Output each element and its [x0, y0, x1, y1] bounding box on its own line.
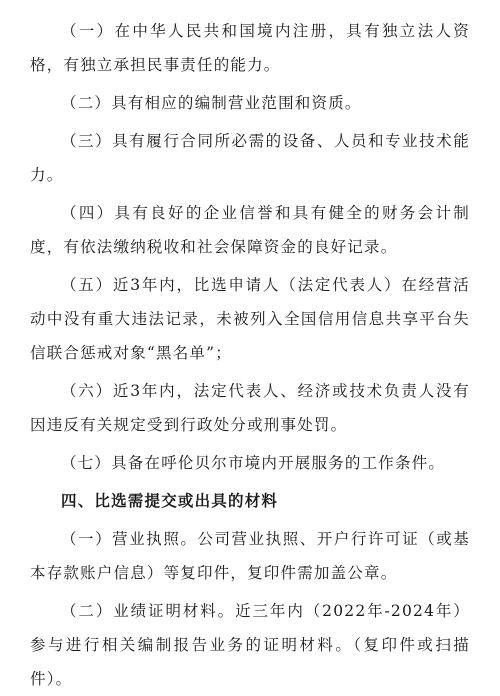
qualification-item-6: （六）近3年内，法定代表人、经济或技术负责人没有因违反有关规定受到行政处分或刑事处罚。 [30, 382, 470, 434]
qualification-item-5: （五）近3年内，比选申请人（法定代表人）在经营活动中没有重大违法记录，未被列入全国信用信息共享平台失信联合惩戒对象“黑名单”； [30, 276, 470, 362]
qualification-item-1: （一）在中华人民共和国境内注册，具有独立法人资格，有独立承担民事责任的能力。 [30, 22, 470, 74]
qualification-item-7: （七）具备在呼伦贝尔市境内开展服务的工作条件。 [61, 454, 446, 472]
qualification-item-4: （四）具有良好的企业信誉和具有健全的财务会计制度，有依法缴纳税收和社会保障资金的良好记录。 [30, 204, 470, 256]
material-item-2: （二）业绩证明材料。近三年内（2022年-2024年）参与进行相关编制报告业务的证明材料。（复印件或扫描件）。 [30, 602, 470, 688]
section-heading: 四、比选需提交或出具的材料 [61, 492, 279, 510]
qualification-item-2: （二）具有相应的编制营业范围和资质。 [61, 94, 362, 112]
material-item-1: （一）营业执照。公司营业执照、开户行许可证（或基本存款账户信息）等复印件，复印件需加盖公章。 [30, 530, 470, 582]
qualification-item-3: （三）具有履行合同所必需的设备、人员和专业技术能力。 [30, 132, 470, 184]
